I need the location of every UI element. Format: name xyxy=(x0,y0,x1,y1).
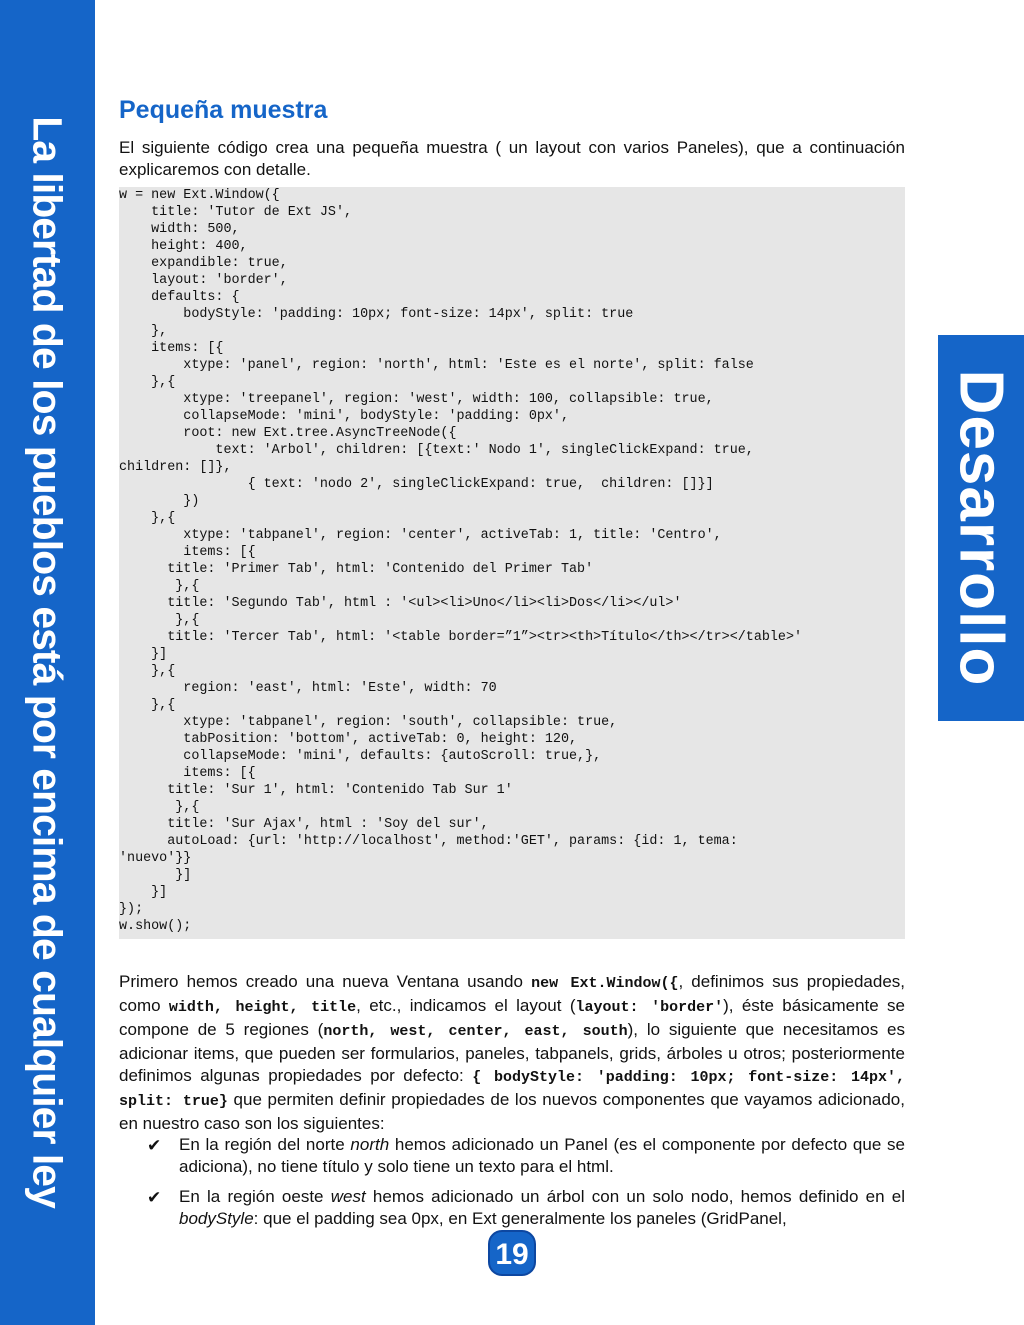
checkmark-icon: ✔ xyxy=(147,1136,162,1155)
side-banner-text: La libertad de los pueblos está por encima de cualquier ley xyxy=(24,116,71,1208)
bullet-text: hemos adicionado un árbol con un solo nodo, hemos definido en el xyxy=(365,1187,905,1206)
code-line: region: 'east', html: 'Este', width: 70 xyxy=(119,681,497,696)
body-text-6: que permiten definir propiedades de los nuevos componentes que vayamos adicionado, en nuestro caso son los siguientes: xyxy=(119,1090,905,1133)
bullet-emphasis: north xyxy=(350,1135,390,1154)
bullet-text: En la región oeste xyxy=(179,1187,331,1206)
bullet-list xyxy=(119,1134,905,1238)
code-listing xyxy=(119,187,905,939)
code-line: }, xyxy=(119,324,168,339)
inline-code-1: new Ext.Window({ xyxy=(531,975,679,992)
code-line: children: []}, xyxy=(119,460,232,475)
code-line: title: 'Tutor de Ext JS', xyxy=(119,205,353,220)
body-text-2: , definimos sus propiedades, como xyxy=(119,972,905,1015)
code-line: },{ xyxy=(119,579,200,594)
code-line: items: [{ xyxy=(119,545,256,560)
code-line: height: 400, xyxy=(119,239,248,254)
code-line: }] xyxy=(119,885,168,900)
code-line: }] xyxy=(119,868,192,883)
code-line: items: [{ xyxy=(119,341,224,356)
bullet-text: hemos adicionado un Panel (es el componente por defecto que se adiciona), no tiene título y solo tiene un texto para el html. xyxy=(179,1135,905,1176)
list-item xyxy=(119,1186,905,1230)
code-line: 'nuevo'}} xyxy=(119,851,192,866)
code-line: tabPosition: 'bottom', activeTab: 0, height: 120, xyxy=(119,732,578,747)
body-text-4: ), éste básicamente se compone de 5 regiones ( xyxy=(119,996,905,1039)
explanation-paragraph xyxy=(119,971,905,1135)
code-line: collapseMode: 'mini', bodyStyle: 'padding: 0px', xyxy=(119,409,569,424)
inline-code-5: { bodyStyle: 'padding: 10px; font-size: 14px', split: true} xyxy=(119,1069,905,1110)
code-line: defaults: { xyxy=(119,290,240,305)
code-line: collapseMode: 'mini', defaults: {autoScroll: true,}, xyxy=(119,749,602,764)
section-heading: Pequeña muestra xyxy=(119,96,328,124)
code-line: },{ xyxy=(119,800,200,815)
code-line: xtype: 'panel', region: 'north', html: 'Este es el norte', split: false xyxy=(119,358,754,373)
code-line: xtype: 'treepanel', region: 'west', width: 100, collapsible: true, xyxy=(119,392,714,407)
code-line: },{ xyxy=(119,375,176,390)
inline-code-3: layout: 'border' xyxy=(575,999,724,1016)
list-item xyxy=(119,1134,905,1178)
code-line: text: 'Arbol', children: [{text:' Nodo 1', singleClickExpand: true, xyxy=(119,443,754,458)
intro-paragraph: El siguiente código crea una pequeña muestra ( un layout con varios Paneles), que a continuación explicaremos con detalle. xyxy=(119,138,905,179)
code-line: w.show(); xyxy=(119,919,192,934)
code-line: items: [{ xyxy=(119,766,256,781)
code-line: }); xyxy=(119,902,144,917)
code-line: },{ xyxy=(119,511,176,526)
code-line: xtype: 'tabpanel', region: 'center', activeTab: 1, title: 'Centro', xyxy=(119,528,722,543)
bullet-text: : que el padding sea 0px, en Ext generalmente los paneles (GridPanel, xyxy=(253,1209,787,1228)
code-line: }] xyxy=(119,647,168,662)
bullet-emphasis: bodyStyle xyxy=(179,1209,254,1228)
bullet-text: En la región del norte xyxy=(179,1135,351,1154)
code-line: w = new Ext.Window({ xyxy=(119,188,280,203)
inline-code-2: width, height, title xyxy=(168,999,357,1016)
section-tab-label: Desarrollo xyxy=(946,369,1016,687)
inline-code-4: north, west, center, east, south xyxy=(323,1023,628,1040)
body-text-3: , etc., indicamos el layout ( xyxy=(356,996,576,1015)
code-line: xtype: 'tabpanel', region: 'south', collapsible: true, xyxy=(119,715,618,730)
code-line: expandible: true, xyxy=(119,256,288,271)
page-number: 19 xyxy=(488,1230,536,1276)
checkmark-icon: ✔ xyxy=(147,1188,162,1207)
bullet-emphasis: west xyxy=(330,1187,366,1206)
code-line: },{ xyxy=(119,698,176,713)
code-line: title: 'Primer Tab', html: 'Contenido del Primer Tab' xyxy=(119,562,594,577)
code-line: title: 'Tercer Tab', html: '<table border=”1”><tr><th>Título</th></tr></table>' xyxy=(119,630,803,645)
code-line: title: 'Sur Ajax', html : 'Soy del sur', xyxy=(119,817,489,832)
body-text-5: ), lo siguiente que necesitamos es adicionar items, que pueden ser formularios, paneles, tabpanels, grids, árboles u otros; posteriormente definimos algunas propiedades por defecto: xyxy=(119,1020,905,1085)
code-line: bodyStyle: 'padding: 10px; font-size: 14px', split: true xyxy=(119,307,634,322)
code-line: layout: 'border', xyxy=(119,273,288,288)
side-banner xyxy=(0,0,95,1325)
code-line: autoLoad: {url: 'http://localhost', method:'GET', params: {id: 1, tema: xyxy=(119,834,738,849)
code-line: width: 500, xyxy=(119,222,240,237)
code-line: },{ xyxy=(119,613,200,628)
code-line: root: new Ext.tree.AsyncTreeNode({ xyxy=(119,426,457,441)
code-line: title: 'Sur 1', html: 'Contenido Tab Sur 1' xyxy=(119,783,513,798)
code-line: { text: 'nodo 2', singleClickExpand: true, children: []}] xyxy=(119,477,714,492)
section-tab xyxy=(938,335,1024,721)
code-line: },{ xyxy=(119,664,176,679)
code-line: title: 'Segundo Tab', html : '<ul><li>Uno</li><li>Dos</li></ul>' xyxy=(119,596,682,611)
code-line: }) xyxy=(119,494,200,509)
body-text-1: Primero hemos creado una nueva Ventana usando xyxy=(119,972,532,991)
